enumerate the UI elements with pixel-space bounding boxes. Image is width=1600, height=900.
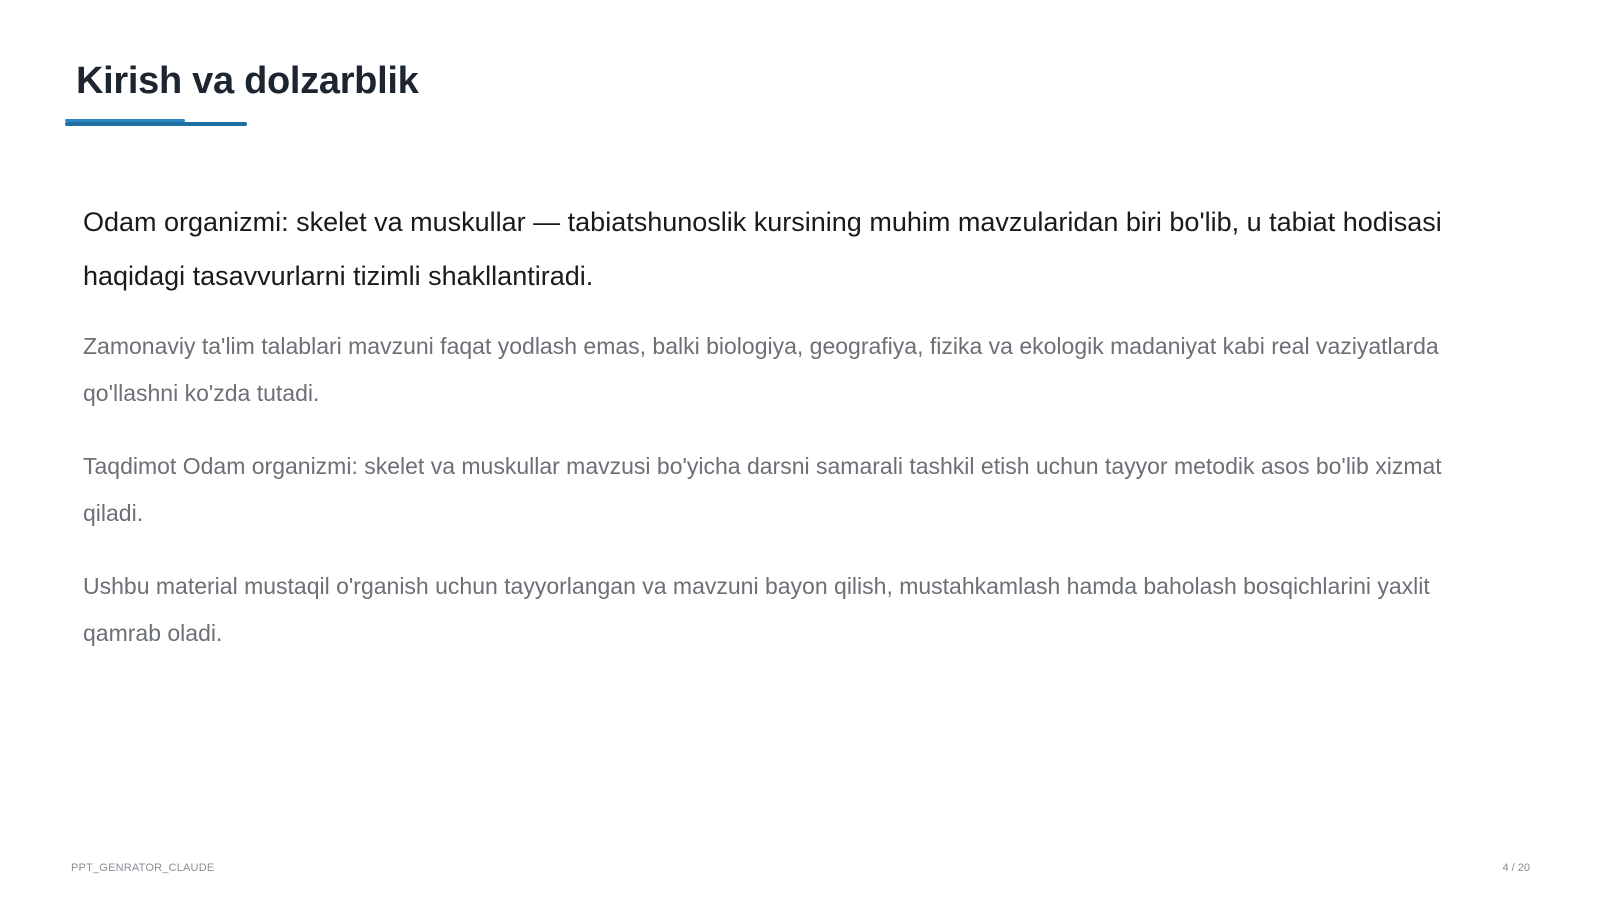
page-indicator: 4 / 20 <box>1502 862 1530 874</box>
slide-content <box>83 195 1503 683</box>
body-paragraph-3: Ushbu material mustaqil o'rganish uchun tayyorlangan va mavzuni bayon qilish, mustahkamlash hamda baholash bosqichlarini yaxlit qamrab oladi. <box>83 573 1430 646</box>
body-paragraph-1: Zamonaviy ta'lim talablari mavzuni faqat yodlash emas, balki biologiya, geografiya, fizika va ekologik madaniyat kabi real vaziyatlarda qo'llashni ko'zda tutadi. <box>83 333 1439 406</box>
footer-brand: PPT_GENRATOR_CLAUDE <box>71 862 215 874</box>
lead-paragraph: Odam organizmi: skelet va muskullar — tabiatshunoslik kursining muhim mavzularidan biri bo'lib, u tabiat hodisasi haqidagi tasavvurlarni tizimli shakllantiradi. <box>83 207 1442 291</box>
title-underline <box>65 122 247 126</box>
body-paragraph-2: Taqdimot Odam organizmi: skelet va muskullar mavzusi bo'yicha darsni samarali tashkil etish uchun tayyor metodik asos bo'lib xizmat qiladi. <box>83 453 1442 526</box>
title-underline-accent <box>65 119 185 122</box>
slide-title: Kirish va dolzarblik <box>76 60 419 102</box>
